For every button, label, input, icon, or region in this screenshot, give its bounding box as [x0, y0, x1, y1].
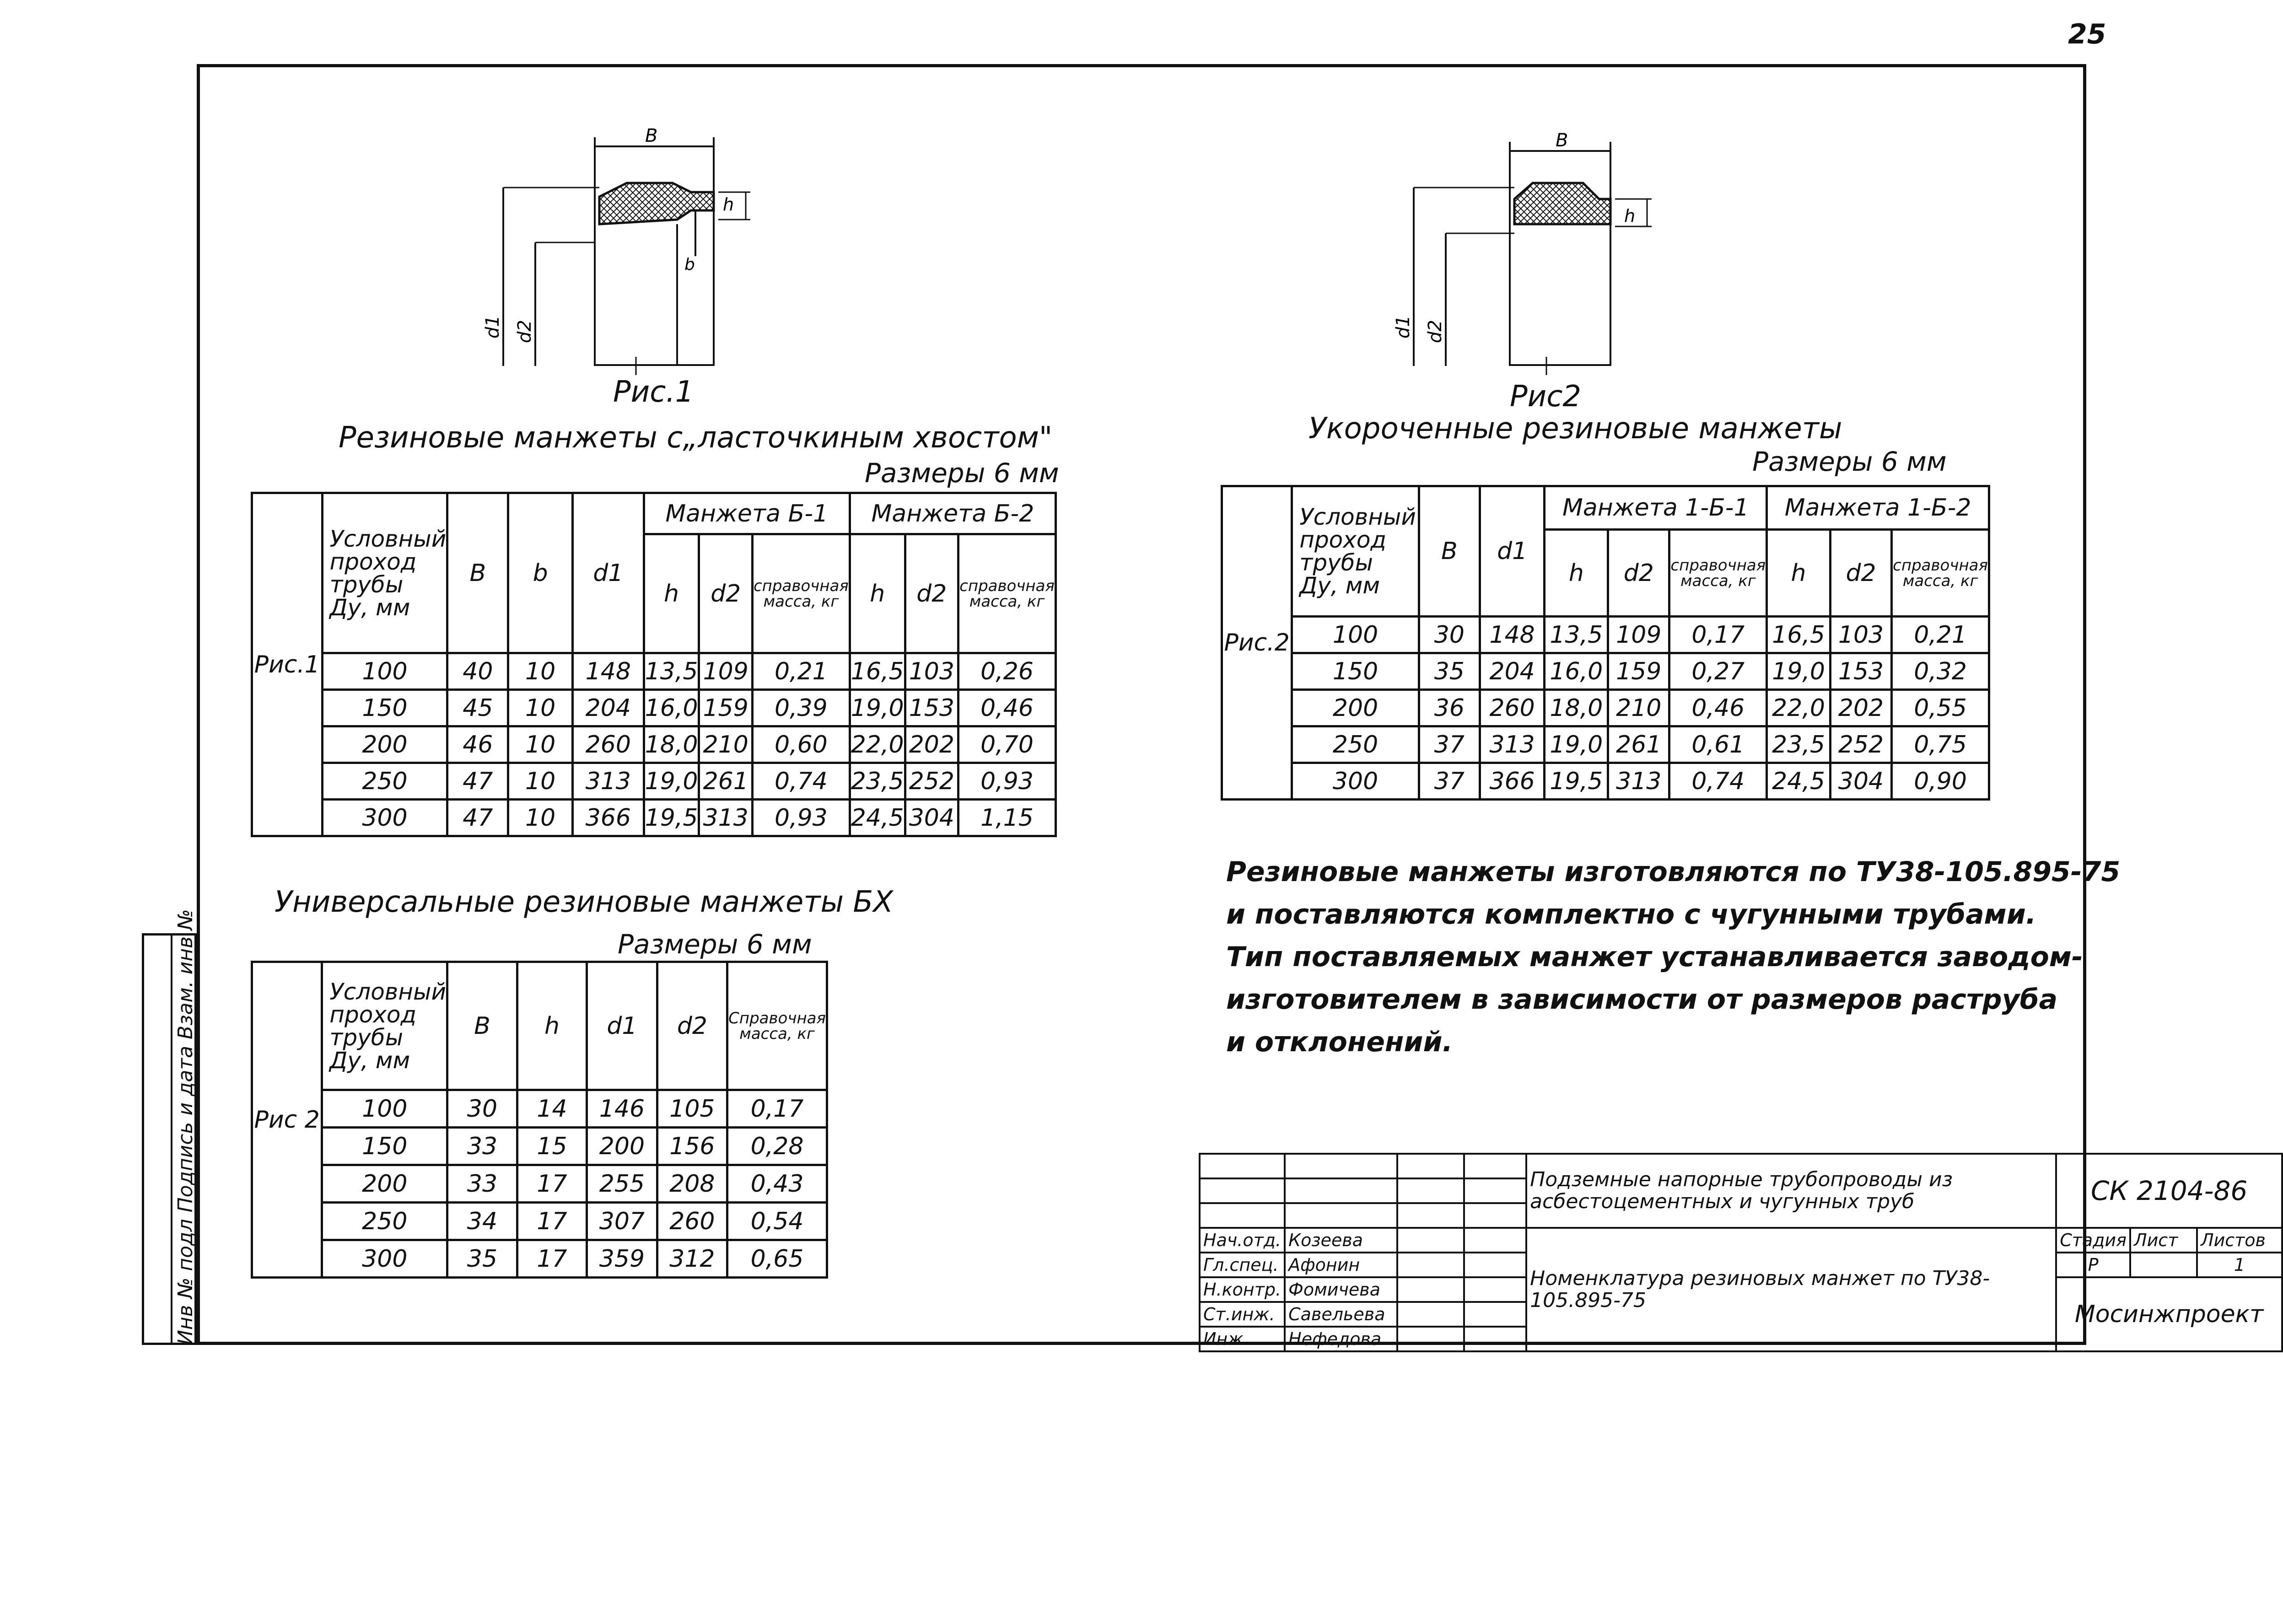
cell: 10 — [508, 690, 573, 726]
cell: 0,75 — [1892, 726, 1989, 763]
cell: 255 — [587, 1165, 657, 1203]
signer-name: Козеева — [1285, 1228, 1397, 1253]
figure-1-drawing — [476, 119, 805, 375]
figure-1-caption: Рис.1 — [613, 375, 694, 409]
table3-h-d2: d2 — [657, 962, 727, 1090]
cell: 307 — [587, 1203, 657, 1240]
note-line: и поставляются комплектно с чугунными трубами. — [1226, 898, 2036, 930]
cell: 366 — [1480, 763, 1545, 800]
table1-h-mass2: справочная масса, кг — [958, 534, 1056, 653]
cell: 19,0 — [1767, 653, 1831, 690]
table-row — [1222, 653, 1989, 690]
cell: 13,5 — [644, 653, 699, 690]
cell: 100 — [322, 653, 447, 690]
table1 — [251, 492, 1057, 837]
cell: 33 — [447, 1165, 517, 1203]
cell: 0,54 — [727, 1203, 827, 1240]
table3-h-d1: d1 — [587, 962, 657, 1090]
table-row — [252, 1240, 827, 1278]
table2-h-mass2: справочная масса, кг — [1892, 530, 1989, 617]
cell: 313 — [1480, 726, 1545, 763]
fig2-label-d1: d1 — [1393, 315, 1414, 339]
cell: 18,0 — [644, 726, 699, 763]
signer-role: Нач.отд. — [1200, 1228, 1285, 1253]
cell: 300 — [322, 800, 447, 836]
cell: 313 — [572, 763, 644, 800]
table2 — [1221, 485, 1990, 801]
signer-role: Гл.спец. — [1200, 1253, 1285, 1277]
table-row — [1222, 726, 1989, 763]
cell: 22,0 — [1767, 690, 1831, 726]
cell: 0,27 — [1669, 653, 1767, 690]
sheets-value: 1 — [2197, 1253, 2282, 1277]
cell: 148 — [1480, 617, 1545, 653]
cell: 14 — [517, 1090, 587, 1128]
cell: 18,0 — [1545, 690, 1608, 726]
table3-h-mass: Справочная масса, кг — [727, 962, 827, 1090]
cell: 0,70 — [958, 726, 1056, 763]
side-stamp-text: Инв № подл Подпись и дата Взам. инв № — [174, 909, 197, 1345]
fig2-label-d2: d2 — [1425, 320, 1446, 343]
cell: 252 — [905, 763, 958, 800]
cell: 23,5 — [850, 763, 905, 800]
cell: 100 — [322, 1090, 447, 1128]
signer-name: Фомичева — [1285, 1277, 1397, 1302]
note-line: Тип поставляемых манжет устанавливается заводом- — [1226, 941, 2083, 973]
cell: 359 — [587, 1240, 657, 1278]
table-row — [252, 726, 1056, 763]
cell: 16,0 — [1545, 653, 1608, 690]
cell: 0,93 — [752, 800, 850, 836]
table1-h-group2: Манжета Б-2 — [850, 493, 1055, 534]
table-row — [252, 653, 1056, 690]
cell: 100 — [1292, 617, 1419, 653]
cell: 45 — [447, 690, 508, 726]
table-row — [1222, 617, 1989, 653]
cell: 19,5 — [644, 800, 699, 836]
fig1-label-B: B — [645, 125, 658, 146]
cell: 40 — [447, 653, 508, 690]
cell: 250 — [1292, 726, 1419, 763]
figure-2-caption: Рис2 — [1510, 380, 1582, 414]
cell: 204 — [1480, 653, 1545, 690]
cell: 22,0 — [850, 726, 905, 763]
fig1-label-d2: d2 — [514, 320, 535, 343]
cell: 300 — [322, 1240, 447, 1278]
table1-row-label: Рис.1 — [252, 493, 323, 836]
cell: 10 — [508, 653, 573, 690]
drawing-code: СК 2104-86 — [2056, 1154, 2282, 1228]
cell: 0,60 — [752, 726, 850, 763]
signature — [1397, 1302, 1464, 1327]
table1-h-h2: h — [850, 534, 905, 653]
table3-h-B: B — [447, 962, 517, 1090]
cell: 0,74 — [752, 763, 850, 800]
cell: 148 — [572, 653, 644, 690]
fig2-label-B: B — [1556, 130, 1568, 151]
figure-2-drawing — [1386, 119, 1688, 375]
cell: 16,0 — [644, 690, 699, 726]
fig1-label-h: h — [723, 194, 734, 215]
organization: Мосинжпроект — [2056, 1277, 2282, 1351]
table3-title: Универсальные резиновые манжеты БХ — [275, 885, 894, 919]
page-number: 25 — [2068, 18, 2106, 50]
cell: 10 — [508, 800, 573, 836]
cell: 34 — [447, 1203, 517, 1240]
table-row — [252, 1090, 827, 1128]
cell: 0,46 — [958, 690, 1056, 726]
cell: 0,46 — [1669, 690, 1767, 726]
title-block — [1199, 1153, 2283, 1352]
cell: 261 — [1608, 726, 1669, 763]
cell: 200 — [322, 726, 447, 763]
cell: 200 — [587, 1128, 657, 1165]
signer-role: Инж. — [1200, 1327, 1285, 1351]
table2-h-d2-2: d2 — [1830, 530, 1891, 617]
cell: 204 — [572, 690, 644, 726]
sheet-label: Лист — [2130, 1228, 2197, 1253]
cell: 366 — [572, 800, 644, 836]
cell: 0,55 — [1892, 690, 1989, 726]
table1-units: Размеры 6 мм — [865, 457, 1059, 489]
sheet-title: Номенклатура резиновых манжет по ТУ38-105.895-75 — [1526, 1228, 2056, 1351]
table1-h-group1: Манжета Б-1 — [644, 493, 850, 534]
cell: 0,93 — [958, 763, 1056, 800]
cell: 261 — [699, 763, 753, 800]
cell: 0,17 — [1669, 617, 1767, 653]
table2-row-label: Рис.2 — [1222, 486, 1292, 800]
table1-h-d2-2: d2 — [905, 534, 958, 653]
cell: 150 — [322, 1128, 447, 1165]
cell: 252 — [1830, 726, 1891, 763]
cell: 10 — [508, 763, 573, 800]
cell: 208 — [657, 1165, 727, 1203]
cell: 10 — [508, 726, 573, 763]
cell: 37 — [1419, 763, 1480, 800]
cell: 260 — [657, 1203, 727, 1240]
signature — [1397, 1327, 1464, 1351]
table3-units: Размеры 6 мм — [618, 929, 812, 960]
cell: 103 — [1830, 617, 1891, 653]
signature — [1397, 1277, 1464, 1302]
table-row — [252, 763, 1056, 800]
table-row — [252, 1165, 827, 1203]
cell: 105 — [657, 1090, 727, 1128]
cell: 0,32 — [1892, 653, 1989, 690]
cell: 19,5 — [1545, 763, 1608, 800]
cell: 30 — [447, 1090, 517, 1128]
fig1-label-b: b — [684, 255, 695, 274]
signer-name: Нефедова — [1285, 1327, 1397, 1351]
table1-h-mass1: справочная масса, кг — [752, 534, 850, 653]
table2-h-dn: Условный проход трубы Ду, мм — [1292, 486, 1419, 617]
table1-h-dn: Условный проход трубы Ду, мм — [322, 493, 447, 653]
cell: 260 — [572, 726, 644, 763]
signer-name: Савельева — [1285, 1302, 1397, 1327]
table2-h-h2: h — [1767, 530, 1831, 617]
cell: 200 — [322, 1165, 447, 1203]
table2-h-group2: Манжета 1-Б-2 — [1767, 486, 1989, 530]
project-title: Подземные напорные трубопроводы из асбестоцементных и чугунных труб — [1526, 1154, 2056, 1228]
table-row — [252, 1203, 827, 1240]
cell: 0,28 — [727, 1128, 827, 1165]
cell: 156 — [657, 1128, 727, 1165]
cell: 313 — [1608, 763, 1669, 800]
cell: 109 — [1608, 617, 1669, 653]
table-row — [252, 800, 1056, 836]
cell: 19,0 — [850, 690, 905, 726]
cell: 33 — [447, 1128, 517, 1165]
sheets-label: Листов — [2197, 1228, 2282, 1253]
cell: 153 — [905, 690, 958, 726]
table2-h-d2-1: d2 — [1608, 530, 1669, 617]
cell: 17 — [517, 1240, 587, 1278]
cell: 250 — [322, 1203, 447, 1240]
cell: 150 — [1292, 653, 1419, 690]
cell: 312 — [657, 1240, 727, 1278]
table2-units: Размеры 6 мм — [1752, 446, 1947, 477]
cell: 304 — [1830, 763, 1891, 800]
table2-h-B: B — [1419, 486, 1480, 617]
cell: 47 — [447, 763, 508, 800]
cell: 19,0 — [1545, 726, 1608, 763]
table2-title: Укороченные резиновые манжеты — [1308, 412, 1842, 446]
table2-h-h1: h — [1545, 530, 1608, 617]
table1-h-b: b — [508, 493, 573, 653]
cell: 24,5 — [1767, 763, 1831, 800]
cell: 13,5 — [1545, 617, 1608, 653]
cell: 250 — [322, 763, 447, 800]
table-row — [1222, 690, 1989, 726]
cell: 200 — [1292, 690, 1419, 726]
note-line: и отклонений. — [1226, 1026, 1453, 1058]
cell: 103 — [905, 653, 958, 690]
note-line: изготовителем в зависимости от размеров раструба — [1226, 984, 2058, 1016]
cell: 46 — [447, 726, 508, 763]
table-row — [1222, 763, 1989, 800]
cell: 202 — [905, 726, 958, 763]
cell: 35 — [447, 1240, 517, 1278]
signature — [1397, 1253, 1464, 1277]
cell: 313 — [699, 800, 753, 836]
table-row — [252, 690, 1056, 726]
signer-role: Н.контр. — [1200, 1277, 1285, 1302]
signer-role: Ст.инж. — [1200, 1302, 1285, 1327]
cell: 0,21 — [752, 653, 850, 690]
signature — [1397, 1228, 1464, 1253]
cell: 1,15 — [958, 800, 1056, 836]
table2-h-group1: Манжета 1-Б-1 — [1545, 486, 1767, 530]
table2-h-d1: d1 — [1480, 486, 1545, 617]
cell: 37 — [1419, 726, 1480, 763]
cell: 30 — [1419, 617, 1480, 653]
cell: 304 — [905, 800, 958, 836]
cell: 0,26 — [958, 653, 1056, 690]
signer-name: Афонин — [1285, 1253, 1397, 1277]
cell: 150 — [322, 690, 447, 726]
cell: 36 — [1419, 690, 1480, 726]
cell: 0,21 — [1892, 617, 1989, 653]
table1-h-h1: h — [644, 534, 699, 653]
cell: 210 — [1608, 690, 1669, 726]
note-text — [1226, 851, 2120, 1064]
table1-h-d1: d1 — [572, 493, 644, 653]
fig2-label-h: h — [1624, 206, 1636, 226]
cell: 0,74 — [1669, 763, 1767, 800]
cell: 159 — [1608, 653, 1669, 690]
cell: 24,5 — [850, 800, 905, 836]
cell: 159 — [699, 690, 753, 726]
cell: 17 — [517, 1165, 587, 1203]
table3-h-dn: Условный проход трубы Ду, мм — [322, 962, 447, 1090]
cell: 0,65 — [727, 1240, 827, 1278]
cell: 0,39 — [752, 690, 850, 726]
table1-h-d2-1: d2 — [699, 534, 753, 653]
fig1-label-d1: d1 — [482, 315, 503, 339]
cell: 109 — [699, 653, 753, 690]
cell: 0,43 — [727, 1165, 827, 1203]
cell: 202 — [1830, 690, 1891, 726]
table2-h-mass1: справочная масса, кг — [1669, 530, 1767, 617]
cell: 17 — [517, 1203, 587, 1240]
cell: 16,5 — [1767, 617, 1831, 653]
cell: 146 — [587, 1090, 657, 1128]
table1-h-B: B — [447, 493, 508, 653]
cell: 19,0 — [644, 763, 699, 800]
cell: 23,5 — [1767, 726, 1831, 763]
note-line: Резиновые манжеты изготовляются по ТУ38-105.895-75 — [1226, 856, 2121, 888]
cell: 35 — [1419, 653, 1480, 690]
table3-h-h: h — [517, 962, 587, 1090]
table1-title: Резиновые манжеты с„ласточкиным хвостом" — [339, 421, 1053, 455]
cell: 0,90 — [1892, 763, 1989, 800]
cell: 15 — [517, 1128, 587, 1165]
cell: 153 — [1830, 653, 1891, 690]
table3 — [251, 961, 828, 1279]
cell: 260 — [1480, 690, 1545, 726]
table-row — [252, 1128, 827, 1165]
cell: 16,5 — [850, 653, 905, 690]
cell: 0,17 — [727, 1090, 827, 1128]
cell: 300 — [1292, 763, 1419, 800]
cell: 47 — [447, 800, 508, 836]
cell: 210 — [699, 726, 753, 763]
stage-value: Р — [2056, 1253, 2130, 1277]
cell: 0,61 — [1669, 726, 1767, 763]
table3-row-label: Рис 2 — [252, 962, 322, 1278]
stage-label: Стадия — [2056, 1228, 2130, 1253]
